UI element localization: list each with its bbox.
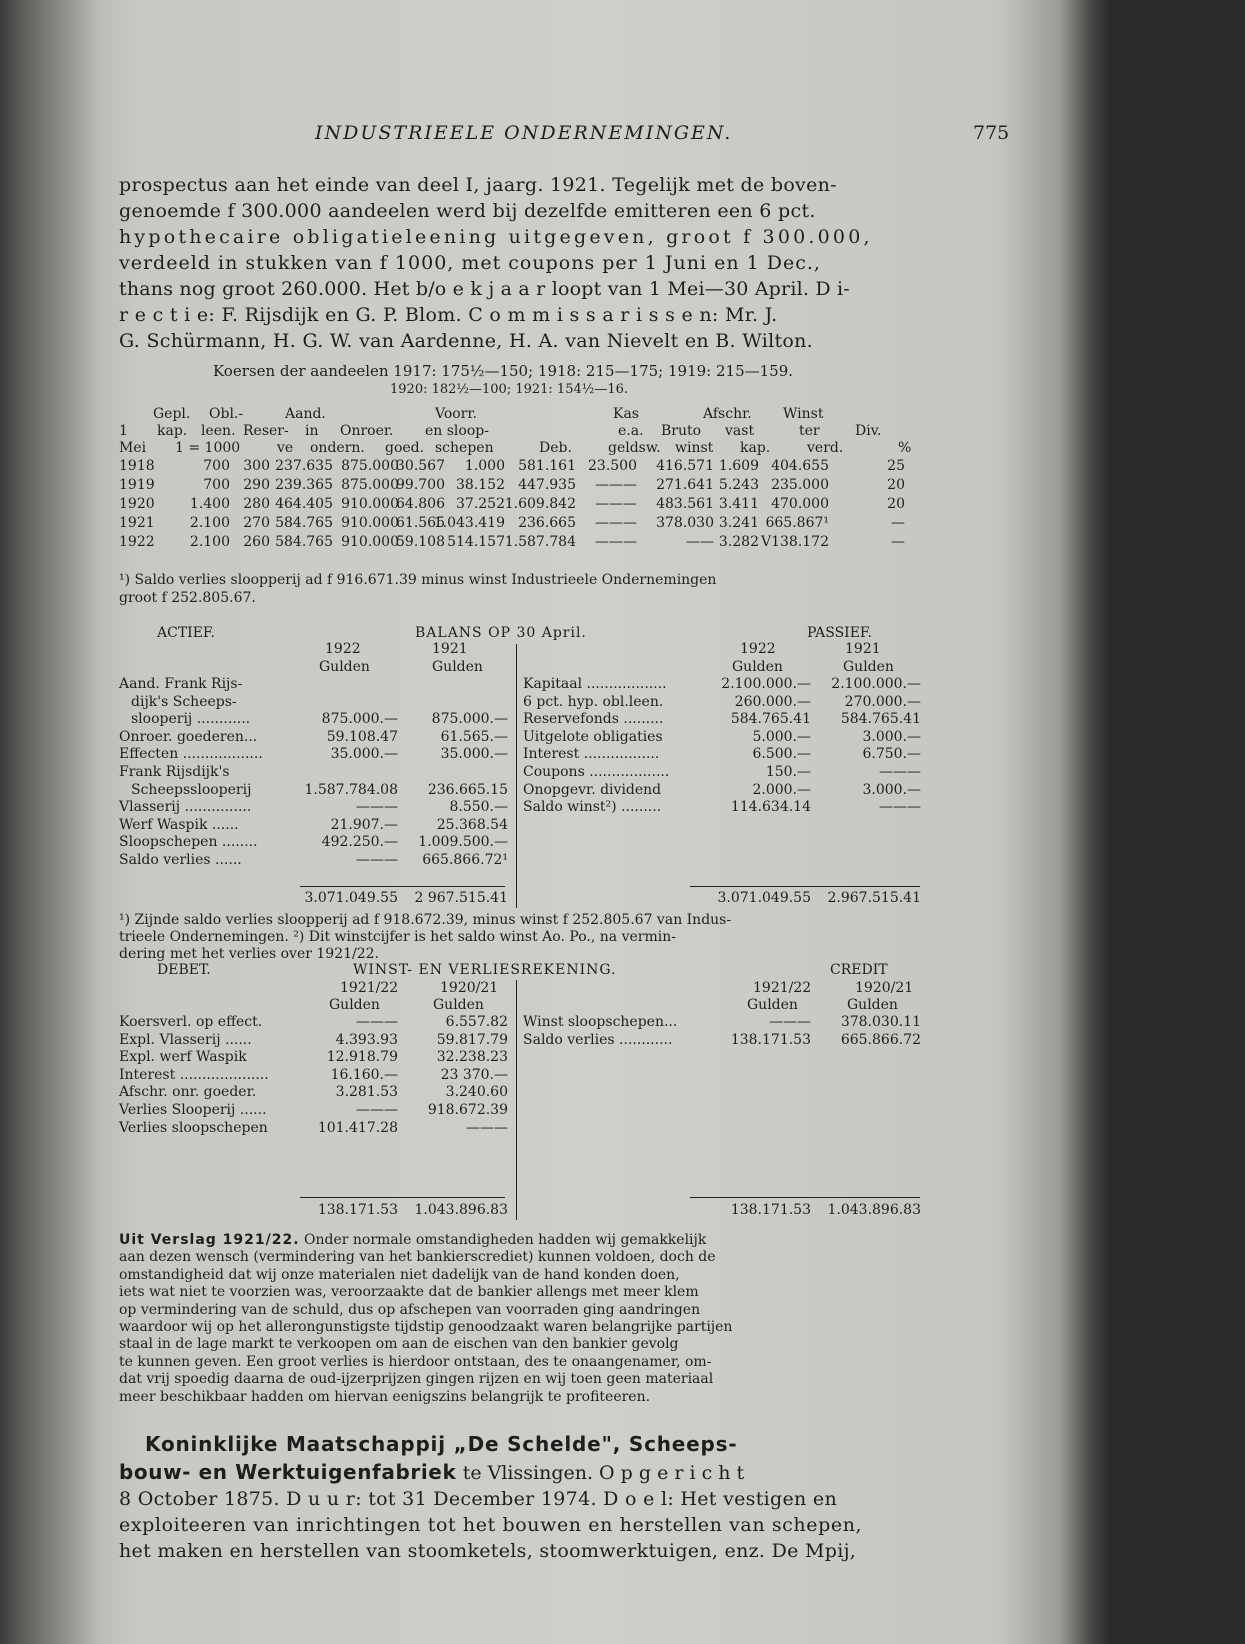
stats-header: geldsw. (608, 440, 661, 456)
credit-total: 1.043.896.83 (827, 1202, 921, 1218)
stats-header: Aand. (285, 406, 326, 422)
passief-value: 584.765.41 (840, 711, 921, 728)
stats-header: winst (675, 440, 714, 456)
passief-label: 6 pct. hyp. obl.leen. (523, 693, 664, 710)
stats-cell: 2.100 (189, 534, 230, 550)
stats-cell: ——— (595, 477, 637, 493)
winst-unit: Gulden (747, 997, 798, 1013)
verslag-text: aan dezen wensch (vermindering van het bankierscrediet) kunnen voldoen, doch de (119, 1249, 716, 1266)
passief-total: 3.071.049.55 (717, 890, 811, 906)
stats-cell: 30.567 (396, 458, 445, 474)
schelde-text: exploiteeren van inrichtingen tot het bouwen en herstellen van schepen, (119, 1514, 863, 1536)
stats-cell: 1.609.842 (504, 496, 576, 512)
stats-cell: 581.161 (518, 458, 576, 474)
schelde-title-2: bouw- en Werktuigenfabriek (119, 1460, 457, 1484)
credit-value: 378.030.11 (840, 1014, 921, 1030)
verslag-text: waardoor wij op het allerongunstigste tijdstip genoodzaakt waren belangrijke partijen (119, 1319, 733, 1335)
stats-cell: 59.108 (396, 534, 445, 550)
debet-value: ——— (356, 1102, 398, 1118)
stats-cell: 470.000 (771, 496, 829, 512)
winst-unit: Gulden (847, 997, 898, 1013)
debet-value: 101.417.28 (317, 1119, 398, 1136)
stats-cell: ——— (595, 534, 637, 550)
stats-cell: — (891, 515, 905, 531)
balans-divider (516, 644, 517, 908)
stats-cell: 3.241 (718, 515, 759, 531)
verslag-text: meer beschikbaar hadden om hiervan eenigszins belangrijk te profiteeren. (119, 1388, 651, 1405)
verslag-text: omstandigheid dat wij onze materialen niet dadelijk van de hand konden doen, (119, 1266, 680, 1283)
balans-year: 1921 (845, 641, 881, 657)
stats-cell: 25 (887, 458, 905, 474)
debet-label: Expl. Vlasserij ...... (119, 1031, 252, 1048)
actief-label: Scheepsslooperij (131, 781, 252, 798)
stats-cell: 378.030 (656, 515, 714, 531)
balans-unit: Gulden (319, 659, 370, 675)
stats-cell: 1.587.784 (504, 534, 576, 550)
balans-year: 1922 (740, 641, 776, 657)
koersen-line: Koersen der aandeelen 1917: 175½—150; 1918: 215—175; 1919: 215—159. (213, 362, 794, 380)
stats-header: Winst (783, 406, 824, 422)
verslag-text: dat vrij spoedig daarna de oud-ijzerprijzen gingen rijzen en wij toen geen materiaal (119, 1371, 714, 1388)
schelde-location: te Vlissingen. O p g e r i c h t (462, 1462, 745, 1484)
passief-value: 3.000.— (862, 781, 921, 798)
actief-value: 1.009.500.— (418, 834, 508, 851)
page-number: 775 (973, 122, 1010, 144)
passief-label: Uitgelote obligaties (523, 728, 663, 745)
debet-value: 32.238.23 (436, 1049, 508, 1066)
stats-header: Reser- (243, 423, 289, 439)
stats-cell: 1918 (119, 458, 155, 474)
credit-label: Saldo verlies ............ (523, 1031, 673, 1048)
stats-cell: 875.000 (341, 477, 399, 493)
intro-line: hypothecaire obligatieleening uitgegeven, groot f 300.000, (119, 226, 873, 248)
actief-value: 59.108.47 (326, 728, 398, 745)
credit-value: 138.171.53 (730, 1031, 811, 1048)
schelde-line (119, 1460, 744, 1484)
actief-label: dijk's Scheeps- (131, 693, 237, 710)
passief-value: 2.000.— (752, 781, 811, 798)
stats-cell: 20 (887, 496, 905, 512)
stats-cell: 910.000 (341, 515, 399, 531)
stats-header: Voorr. (435, 406, 477, 422)
stats-cell: — (891, 534, 905, 550)
stats-cell: 235.000 (771, 477, 829, 493)
verslag-text: Onder normale omstandigheden hadden wij gemakkelijk (304, 1232, 707, 1248)
balans-unit: Gulden (843, 659, 894, 675)
actief-value: 492.250.— (321, 834, 398, 851)
actief-total: 2 967.515.41 (414, 890, 508, 906)
credit-total: 138.171.53 (730, 1202, 811, 1218)
schelde-text: het maken en herstellen van stoomketels, stoomwerktuigen, enz. De Mpij, (119, 1540, 857, 1562)
passief-value: 270.000.— (844, 693, 921, 710)
stats-cell: —— (686, 534, 714, 550)
stats-cell: 280 (243, 496, 270, 512)
passief-value: ——— (879, 764, 921, 780)
debet-label: Verlies Slooperij ...... (119, 1102, 267, 1118)
stats-cell: 64.806 (396, 496, 445, 512)
passief-value: 2.100.000.— (721, 676, 811, 692)
passief-value: 3.000.— (862, 728, 921, 745)
credit-value: ——— (769, 1014, 811, 1030)
verslag-text: te kunnen geven. Een groot verlies is hierdoor ontstaan, des te onaangenamer, om- (119, 1353, 712, 1370)
winst-unit: Gulden (329, 997, 380, 1013)
actief-value: 665.866.72¹ (422, 852, 508, 868)
passief-value: 584.765.41 (730, 711, 811, 728)
intro-line: G. Schürmann, H. G. W. van Aardenne, H. A. van Nievelt en B. Wilton. (119, 330, 813, 352)
passief-heading: PASSIEF. (807, 625, 872, 641)
stats-header: ve (277, 440, 294, 456)
debet-value: ——— (356, 1014, 398, 1030)
debet-label: Verlies sloopschepen (119, 1119, 268, 1136)
stats-header: schepen (435, 440, 494, 456)
stats-header: e.a. (618, 423, 644, 439)
balans-year: 1921 (432, 641, 468, 657)
passief-label: Saldo winst²) ......... (523, 799, 662, 816)
winst-year: 1921/22 (753, 980, 812, 996)
balans-total-rule (300, 886, 505, 887)
stats-cell: 910.000 (341, 534, 399, 550)
actief-label: Frank Rijsdijk's (119, 764, 230, 780)
stats-cell: 483.561 (656, 496, 714, 512)
stats-cell: 3.411 (718, 496, 759, 512)
actief-label: Onroer. goederen... (119, 728, 258, 745)
verslag-text: iets wat niet te voorzien was, veroorzaakte dat de bankier allengs met meer klem (119, 1284, 699, 1301)
stats-cell: 61.565 (396, 515, 445, 531)
stats-cell: 665.867¹ (765, 515, 829, 531)
stats-cell: 300 (243, 458, 270, 474)
actief-value: 21.907.— (330, 816, 398, 833)
debet-heading: DEBET. (157, 962, 211, 978)
stats-header: leen. (201, 423, 236, 439)
stats-header: en sloop- (425, 423, 489, 439)
stats-cell: 464.405 (275, 496, 333, 512)
stats-cell: 2.100 (189, 515, 230, 531)
stats-cell: 1.043.419 (433, 515, 505, 531)
passief-value: ——— (879, 799, 921, 816)
actief-value: ——— (356, 852, 398, 868)
koersen-line: 1920: 182½—100; 1921: 154½—16. (390, 382, 629, 397)
intro-line: verdeeld in stukken van f 1000, met coupons per 1 Juni en 1 Dec., (119, 252, 821, 274)
stats-cell: 584.765 (275, 534, 333, 550)
verslag-line (119, 1232, 706, 1248)
stats-header: goed. (385, 440, 425, 456)
actief-value: 35.000.— (330, 746, 398, 763)
stats-header: Bruto (661, 423, 702, 439)
balans-title: BALANS OP 30 April. (415, 625, 587, 641)
stats-header: Obl.- (209, 406, 244, 422)
balans-year: 1922 (325, 641, 361, 657)
intro-line: thans nog groot 260.000. Het b/o e k j a a r loopt van 1 Mei—30 April. D i- (119, 278, 850, 300)
stats-header: vast (725, 423, 755, 439)
stats-cell: 20 (887, 477, 905, 493)
debet-label: Afschr. onr. goeder. (119, 1084, 257, 1101)
passief-label: Interest ................. (523, 746, 660, 763)
actief-label: Aand. Frank Rijs- (119, 676, 243, 692)
stats-cell: 1922 (119, 534, 155, 550)
stats-cell: 290 (243, 477, 270, 493)
stats-header: 1 (119, 423, 128, 439)
balans-note: ¹) Zijnde saldo verlies sloopperij ad f 918.672.39, minus winst f 252.805.67 van Indus- (119, 912, 732, 928)
stats-cell: 514.157 (447, 534, 505, 550)
stats-cell: 584.765 (275, 515, 333, 531)
stats-header: 1 = 1000 (175, 440, 241, 456)
stats-cell: 1.400 (189, 496, 230, 512)
stats-cell: 416.571 (656, 458, 714, 474)
actief-value: 61.565.— (440, 728, 508, 745)
stats-cell: 5.243 (718, 477, 759, 493)
stats-header: Onroer. (340, 423, 394, 439)
actief-label: Werf Waspik ...... (119, 816, 239, 833)
actief-total: 3.071.049.55 (304, 890, 398, 906)
stats-cell: ——— (595, 496, 637, 512)
stats-cell: 37.252 (456, 496, 505, 512)
passief-total: 2.967.515.41 (827, 890, 921, 906)
stats-cell: 237.635 (275, 458, 333, 474)
winst-divider (516, 980, 517, 1220)
stats-cell: V138.172 (760, 534, 829, 550)
actief-label: slooperij ............ (131, 711, 251, 728)
actief-value: 25.368.54 (436, 816, 508, 833)
stats-cell: ——— (595, 515, 637, 531)
stats-header: ter (799, 423, 820, 439)
stats-header: kap. (740, 440, 771, 456)
stats-cell: 270 (243, 515, 270, 531)
stats-cell: 23.500 (588, 458, 637, 474)
actief-value: 875.000.— (321, 711, 398, 728)
debet-label: Interest .................... (119, 1066, 269, 1083)
stats-cell: 1921 (119, 515, 155, 531)
verslag-text: op vermindering van de schuld, dus op afschepen van voorraden ging aandringen (119, 1301, 701, 1318)
stats-cell: 700 (203, 458, 230, 474)
verslag-lead: Uit Verslag 1921/22. (119, 1232, 300, 1248)
debet-value: 918.672.39 (427, 1102, 508, 1118)
balans-note: trieele Ondernemingen. ²) Dit winstcijfer is het saldo winst Ao. Po., na vermin- (119, 929, 676, 945)
stats-header: Afschr. (703, 406, 752, 422)
stats-cell: 38.152 (456, 477, 505, 493)
stats-cell: 3.282 (718, 534, 759, 550)
credit-label: Winst sloopschepen... (523, 1014, 678, 1030)
stats-cell: 447.935 (518, 477, 576, 493)
schelde-title: Koninklijke Maatschappij „De Schelde", Scheeps- (145, 1432, 738, 1456)
debet-value: 12.918.79 (326, 1049, 398, 1066)
winst-unit: Gulden (433, 997, 484, 1013)
credit-value: 665.866.72 (840, 1031, 921, 1048)
passief-value: 5.000.— (752, 728, 811, 745)
stats-header: in (305, 423, 319, 439)
stats-cell: 875.000 (341, 458, 399, 474)
stats-header: Gepl. (153, 406, 191, 422)
passief-value: 114.634.14 (730, 799, 811, 816)
debet-total: 1.043.896.83 (414, 1202, 508, 1218)
intro-line: prospectus aan het einde van deel I, jaarg. 1921. Tegelijk met de boven- (119, 174, 837, 196)
actief-value: 1.587.784.08 (304, 781, 398, 798)
intro-line: genoemde f 300.000 aandeelen werd bij dezelfde emitteren een 6 pct. (119, 200, 816, 222)
stats-cell: 1920 (119, 496, 155, 512)
actief-label: Saldo verlies ...... (119, 852, 242, 868)
schelde-text: 8 October 1875. D u u r: tot 31 December 1974. D o e l: Het vestigen en (119, 1488, 837, 1510)
stats-cell: 1.609 (718, 458, 759, 474)
actief-value: ——— (356, 799, 398, 816)
stats-footnote: ¹) Saldo verlies sloopperij ad f 916.671.39 minus winst Industrieele Ondernemingen (119, 572, 717, 588)
stats-cell: 271.641 (656, 477, 714, 493)
stats-cell: 404.655 (771, 458, 829, 474)
debet-label: Koersverl. op effect. (119, 1014, 263, 1030)
passief-label: Reservefonds ......... (523, 711, 664, 728)
book-page (95, 40, 1095, 1600)
stats-header: ondern. (310, 440, 365, 456)
stats-header: Kas (613, 406, 639, 422)
stats-header: Mei (119, 440, 147, 456)
actief-value: 236.665.15 (427, 781, 508, 798)
stats-cell: 700 (203, 477, 230, 493)
debet-value: 59.817.79 (436, 1031, 508, 1048)
stats-cell: 910.000 (341, 496, 399, 512)
balans-unit: Gulden (732, 659, 783, 675)
actief-heading: ACTIEF. (157, 625, 215, 641)
debet-label: Expl. werf Waspik (119, 1049, 247, 1066)
passief-label: Coupons .................. (523, 764, 670, 780)
balans-total-rule (690, 886, 920, 887)
debet-value: 3.240.60 (445, 1084, 508, 1101)
actief-value: 35.000.— (440, 746, 508, 763)
winst-year: 1920/21 (855, 980, 914, 996)
balans-unit: Gulden (432, 659, 483, 675)
passief-label: Kapitaal .................. (523, 676, 667, 692)
debet-value: 23 370.— (440, 1066, 508, 1083)
actief-label: Vlasserij ............... (119, 799, 252, 816)
winst-year: 1921/22 (340, 980, 399, 996)
debet-value: 4.393.93 (335, 1031, 398, 1048)
actief-value: 8.550.— (449, 799, 508, 816)
debet-value: 6.557.82 (445, 1014, 508, 1030)
stats-header: % (898, 440, 912, 456)
debet-value: 3.281.53 (335, 1084, 398, 1101)
actief-value: 875.000.— (431, 711, 508, 728)
stats-header: Div. (855, 423, 882, 439)
stats-cell: 260 (243, 534, 270, 550)
winst-title: WINST- EN VERLIESREKENING. (353, 962, 617, 978)
stats-cell: 99.700 (396, 477, 445, 493)
stats-footnote: groot f 252.805.67. (119, 590, 256, 606)
stats-header: Deb. (539, 440, 572, 456)
verslag-text: staal in de lage markt te verkoopen om aan de eischen van den bankier gevolg (119, 1336, 679, 1353)
debet-value: ——— (466, 1119, 508, 1136)
stats-header: kap. (157, 423, 188, 439)
actief-label: Sloopschepen ........ (119, 834, 258, 851)
winst-year: 1920/21 (440, 980, 499, 996)
passief-label: Onopgevr. dividend (523, 781, 662, 798)
debet-value: 16.160.— (330, 1066, 398, 1083)
passief-value: 150.— (765, 764, 811, 780)
running-header: INDUSTRIEELE ONDERNEMINGEN. (315, 122, 733, 144)
actief-label: Effecten .................. (119, 746, 263, 763)
stats-cell: 236.665 (518, 515, 576, 531)
balans-note: dering met het verlies over 1921/22. (119, 946, 379, 962)
debet-total: 138.171.53 (317, 1202, 398, 1218)
credit-heading: CREDIT (830, 962, 888, 978)
stats-header: verd. (807, 440, 844, 456)
stats-cell: 1.000 (464, 458, 505, 474)
winst-total-rule (300, 1197, 505, 1198)
stats-cell: 239.365 (275, 477, 333, 493)
passief-value: 6.500.— (752, 746, 811, 763)
winst-total-rule (690, 1197, 920, 1198)
stats-cell: 1919 (119, 477, 155, 493)
passief-value: 6.750.— (862, 746, 921, 763)
passief-value: 260.000.— (734, 693, 811, 710)
intro-line: r e c t i e: F. Rijsdijk en G. P. Blom. C o m m i s s a r i s s e n: Mr. J. (119, 304, 778, 326)
passief-value: 2.100.000.— (831, 676, 921, 692)
